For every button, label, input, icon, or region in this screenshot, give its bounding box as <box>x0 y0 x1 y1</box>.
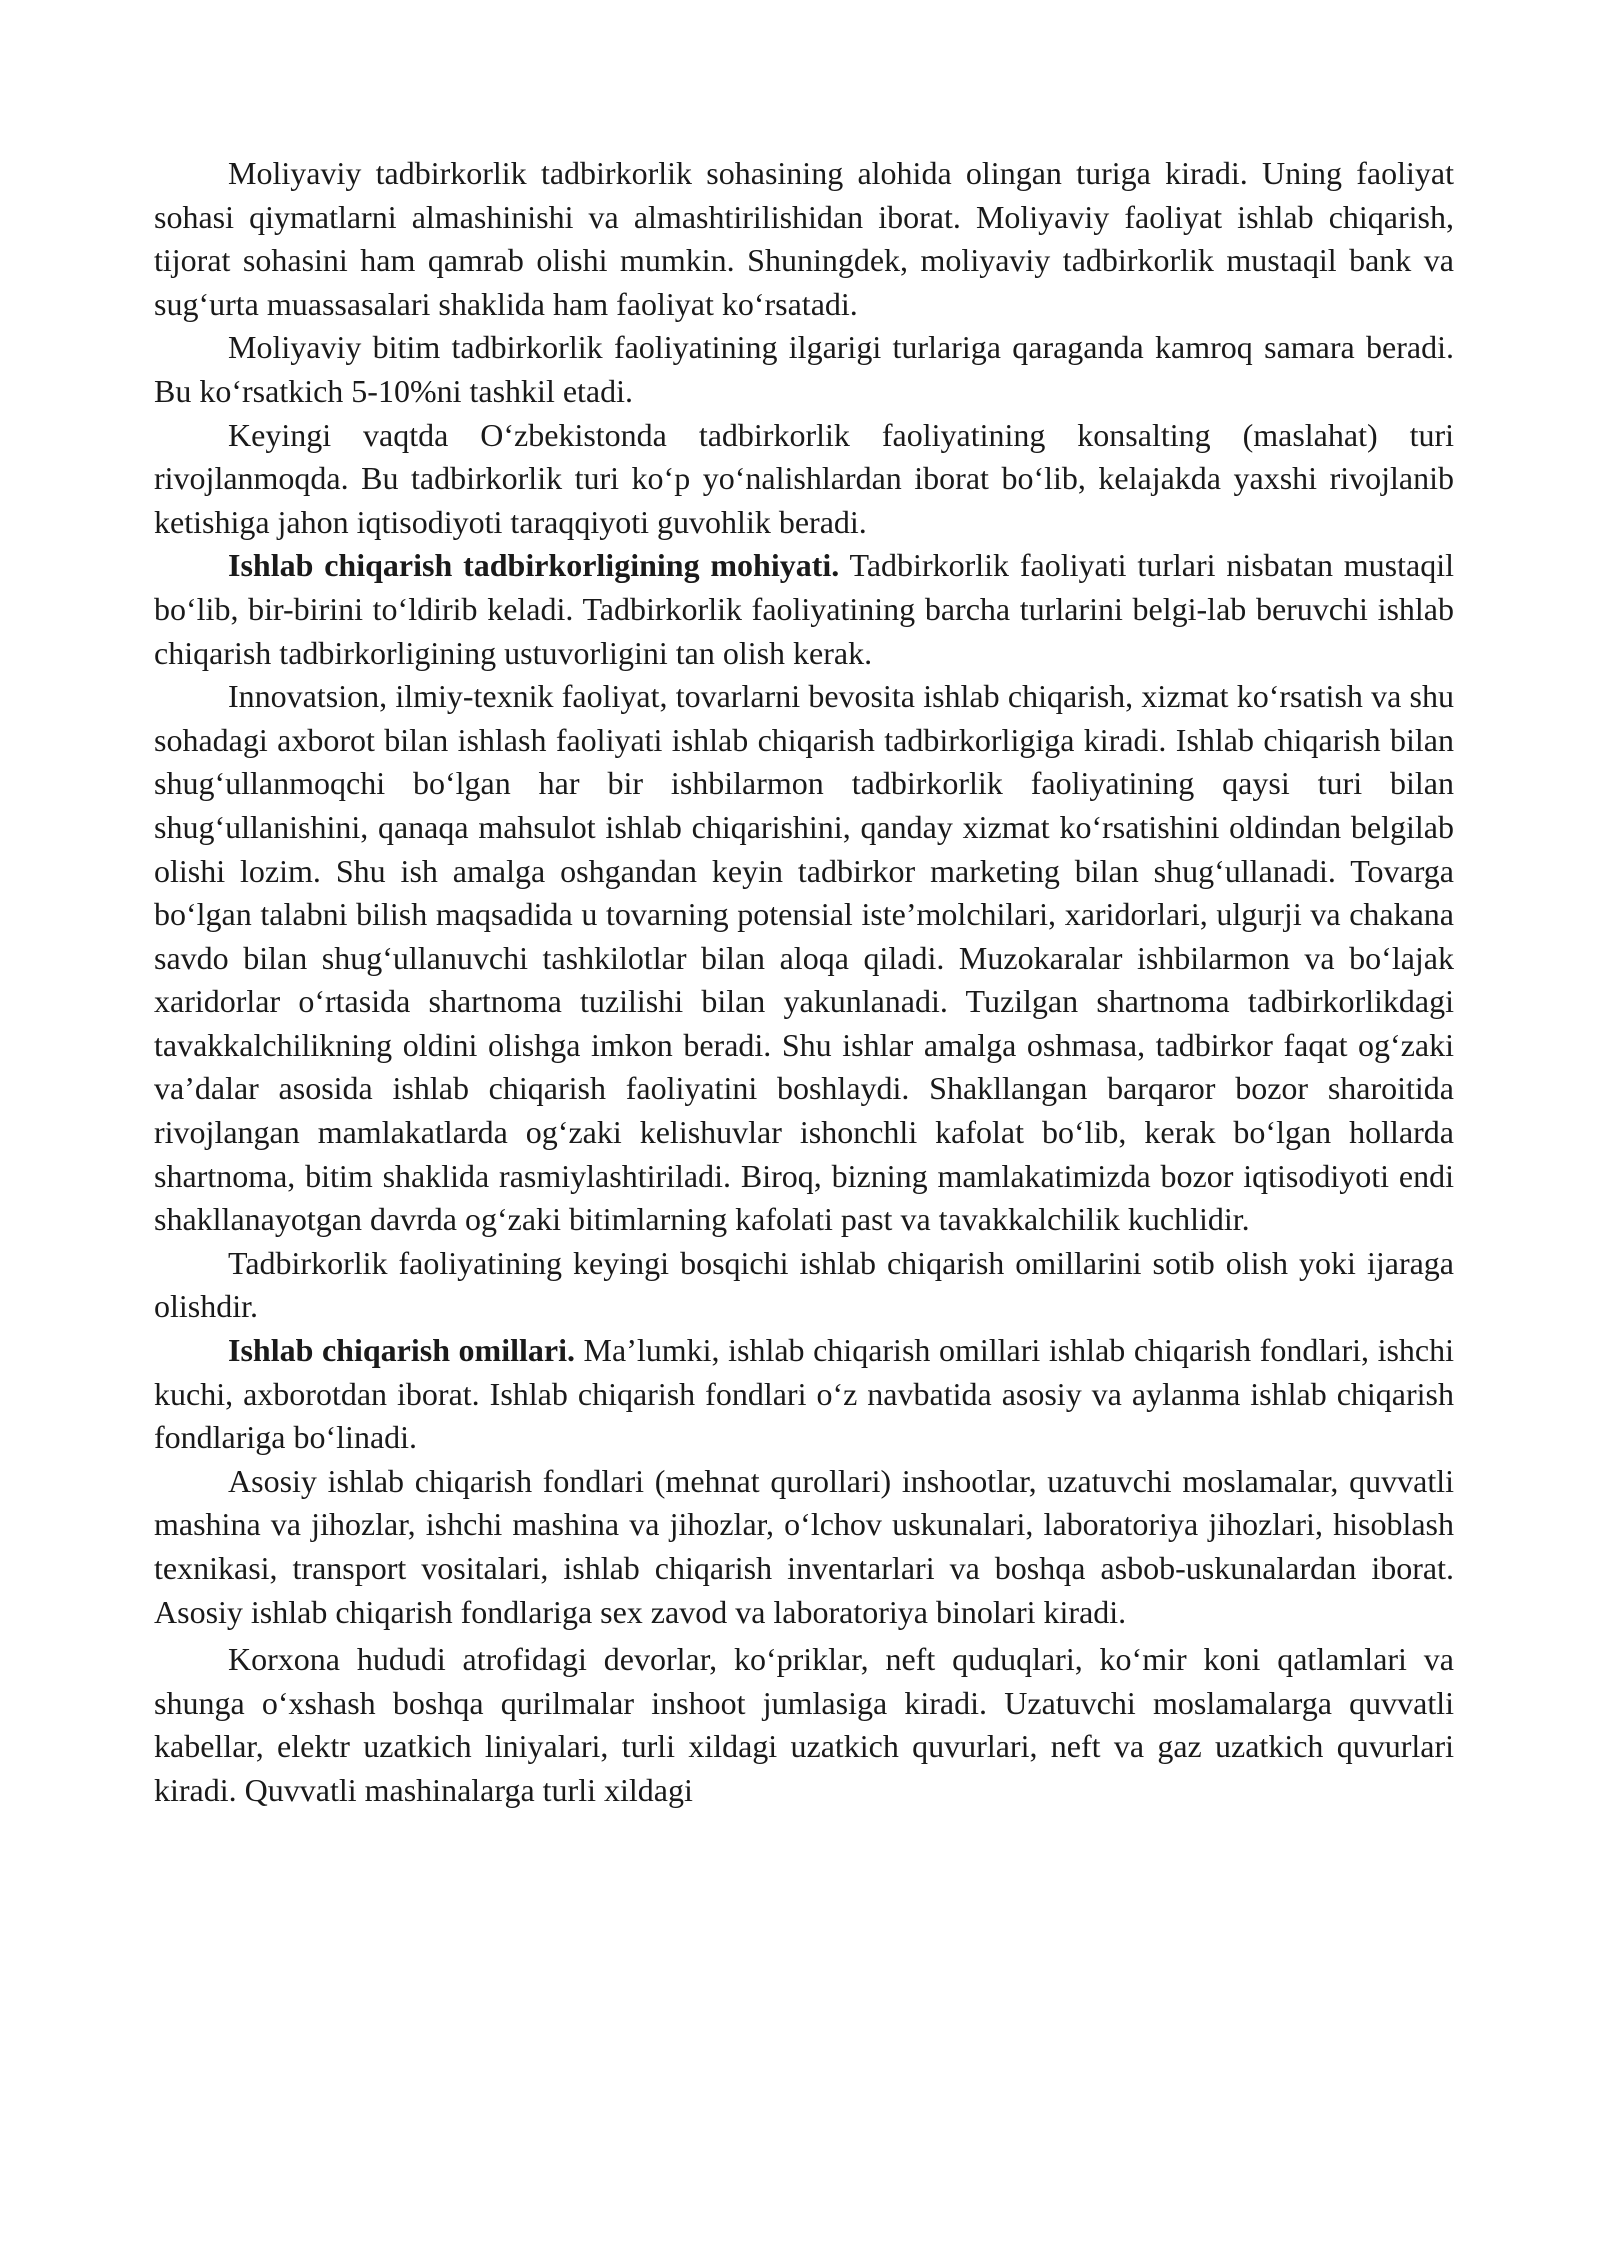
paragraph-text: Asosiy ishlab chiqarish fondlari (mehnat qurollari) inshootlar, uzatuvchi moslamalar, quvvatli mashina va jihozlar, ishchi mashina va jihozlar, o‘lchov uskunalari, laboratoriya jihozlari, hisoblash texnikasi, transport vositalari, ishlab chiqarish inventarlari va boshqa asbob-uskunalardan iborat. Asosiy ishlab chiqarish fondlariga sex zavod va laboratoriya binolari kiradi. <box>154 1462 1454 1630</box>
paragraph-innovation <box>154 675 1454 1242</box>
section-heading-production-essence: Ishlab chiqarish tadbirkorligining mohiyati. <box>228 547 840 584</box>
document-page <box>154 152 1454 1813</box>
paragraph-production-factors <box>154 1329 1454 1460</box>
paragraph-consulting <box>154 414 1454 545</box>
paragraph-financial-entrepreneurship <box>154 152 1454 326</box>
paragraph-production-essence <box>154 544 1454 675</box>
paragraph-text: Innovatsion, ilmiy-texnik faoliyat, tovarlarni bevosita ishlab chiqarish, xizmat ko‘rsatish va shu sohadagi axborot bilan ishlash faoliyati ishlab chiqarish tadbirkorligiga kiradi. Ishlab chiqarish bilan shug‘ullanmoqchi bo‘lgan har bir ishbilarmon tadbirkorlik faoliyatining qaysi turi bilan shug‘ullanishini, qanaqa mahsulot ishlab chiqarishini, qanday xizmat ko‘rsatishini oldindan belgilab olishi lozim. Shu ish amalga oshgandan keyin tadbirkor marketing bilan shug‘ullanadi. Tovarga bo‘lgan talabni bilish maqsadida u tovarning potensial iste’molchilari, xaridorlari, ulgurji va chakana savdo bilan shug‘ullanuvchi tashkilotlar bilan aloqa qiladi. Muzokaralar ishbilarmon va bo‘lajak xaridorlar o‘rtasida shartnoma tuzilishi bilan yakunlanadi. Tuzilgan shartnoma tadbirkorlikdagi tavakkalchilikning oldini olishga imkon beradi. Shu ishlar amalga oshmasa, tadbirkor faqat og‘zaki va’dalar asosida ishlab chiqarish faoliyatini boshlaydi. Shakllangan barqaror bozor sharoitida rivojlangan mamlakatlarda og‘zaki kelishuvlar ishonchli kafolat bo‘lib, kerak bo‘lgan hollarda shartnoma, bitim shaklida rasmiylashtiriladi. Biroq, bizning mamlakatimizda bozor iqtisodiyoti endi shakllanayotgan davrda og‘zaki bitimlarning kafolati past va tavakkalchilik kuchlidir. <box>154 678 1454 1238</box>
paragraph-next-stage <box>154 1242 1454 1329</box>
paragraph-text: Korxona hududi atrofidagi devorlar, ko‘priklar, neft quduqlari, ko‘mir koni qatlamlari va shunga o‘xshash boshqa qurilmalar inshoot jumlasiga kiradi. Uzatuvchi moslamalarga quvvatli kabellar, elektr uzatkich liniyalari, turli xildagi uzatkich quvurlari, neft va gaz uzatkich quvurlari kiradi. Quvvatli mashinalarga turli xildagi <box>154 1641 1454 1808</box>
paragraph-financial-deal <box>154 326 1454 413</box>
paragraph-text: Tadbirkorlik faoliyatining keyingi bosqichi ishlab chiqarish omillarini sotib olish yoki ijaraga olishdir. <box>154 1244 1454 1325</box>
paragraph-text: Moliyaviy tadbirkorlik tadbirkorlik sohasining alohida olingan turiga kiradi. Uning faoliyat sohasi qiymatlarni almashinishi va almashtirilishidan iborat. Moliyaviy faoliyat ishlab chiqarish, tijorat sohasini ham qamrab olishi mumkin. Shuningdek, moliyaviy tadbirkorlik mustaqil bank va sug‘urta muassasalari shaklida ham faoliyat ko‘rsatadi. <box>154 155 1454 322</box>
paragraph-structures <box>154 1638 1454 1812</box>
section-heading-production-factors: Ishlab chiqarish omillari. <box>228 1332 575 1369</box>
paragraph-text: Keyingi vaqtda O‘zbekistonda tadbirkorlik faoliyatining konsalting (maslahat) turi rivojlanmoqda. Bu tadbirkorlik turi ko‘p yo‘nalishlardan iborat bo‘lib, kelajakda yaxshi rivojlanib ketishiga jahon iqtisodiyoti taraqqiyoti guvohlik beradi. <box>154 416 1454 540</box>
paragraph-text: Ma’lumki, ishlab chiqarish omillari ishlab chiqarish fondlari, ishchi kuchi, axborotdan iborat. Ishlab chiqarish fondlari o‘z navbatida asosiy va aylanma ishlab chiqarish fondlariga bo‘linadi. <box>154 1332 1455 1456</box>
paragraph-fixed-assets <box>154 1460 1454 1634</box>
paragraph-text: Tadbirkorlik faoliyati turlari nisbatan mustaqil bo‘lib, bir-birini to‘ldirib keladi. Tadbirkorlik faoliyatining barcha turlarini belgi-lab beruvchi ishlab chiqarish tadbirkorligining ustuvorligini tan olish kerak. <box>154 547 1455 671</box>
paragraph-text: Moliyaviy bitim tadbirkorlik faoliyatining ilgarigi turlariga qaraganda kamroq samara beradi. Bu ko‘rsatkich 5-10%ni tashkil etadi. <box>154 329 1454 409</box>
